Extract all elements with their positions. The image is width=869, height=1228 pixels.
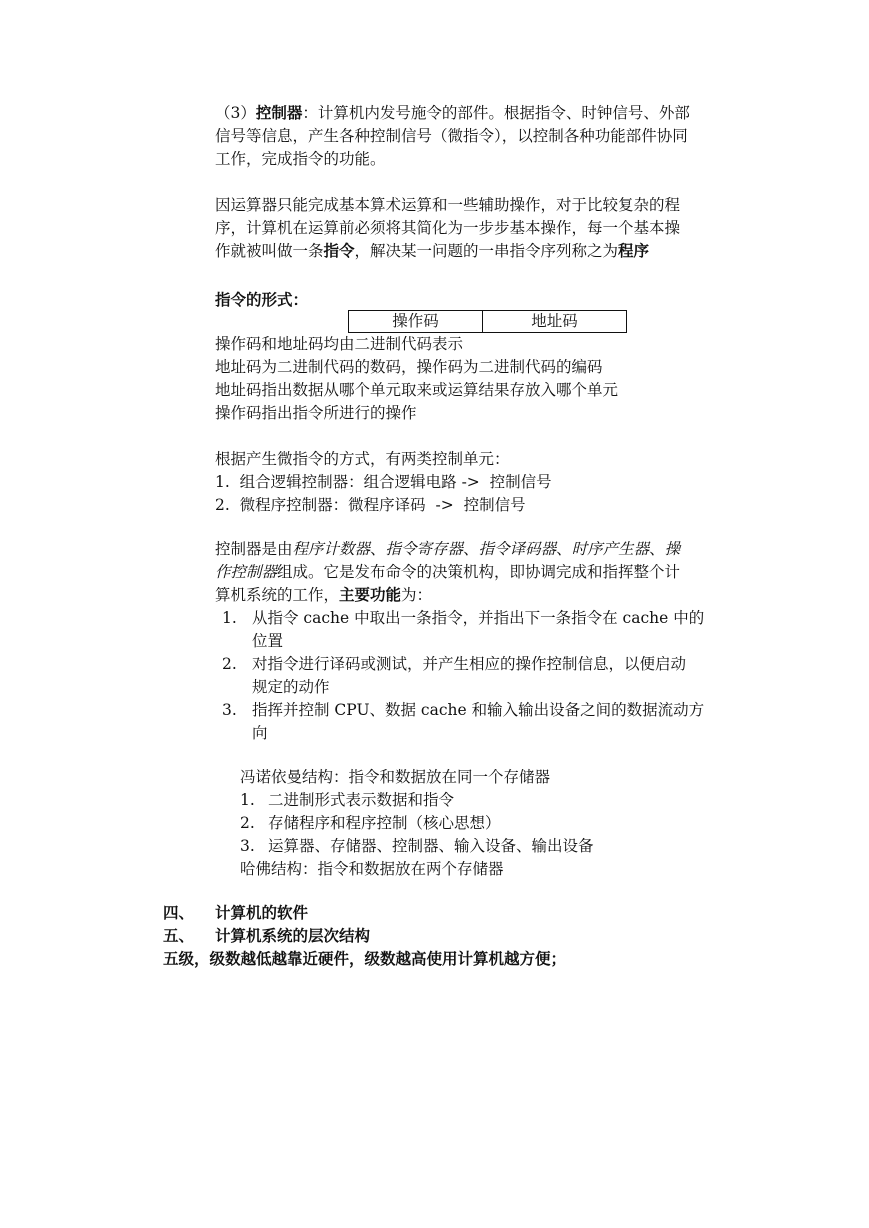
von-neumann-block bbox=[240, 766, 740, 881]
control-unit-type-2: 2. 微程序控制器：微程序译码 -> 控制信号 bbox=[215, 496, 526, 514]
list-item bbox=[240, 789, 740, 812]
code-line-3: 地址码指出数据从哪个单元取来或运算结果存放入哪个单元 bbox=[215, 381, 619, 399]
component-timing-generator: 时序产生器 bbox=[571, 540, 650, 558]
section-title: 计算机系统的层次结构 bbox=[215, 927, 371, 945]
instruction-line-2: 序，计算机在运算前必须将其简化为一步步基本操作，每一个基本操 bbox=[215, 219, 681, 237]
list-number: 2. bbox=[222, 655, 237, 673]
controller-line-2: 信号等信息，产生各种控制信号（微指令），以控制各种功能部件协同 bbox=[215, 127, 688, 145]
list-number: 1. bbox=[240, 791, 255, 809]
program-term: 程序 bbox=[618, 242, 650, 260]
separator: 、 bbox=[463, 540, 479, 558]
code-line-4: 操作码指出指令所进行的操作 bbox=[215, 404, 417, 422]
opcode-cell: 操作码 bbox=[349, 311, 483, 333]
controller-line-3: 工作，完成指令的功能。 bbox=[215, 150, 386, 168]
separator: 、 bbox=[649, 540, 665, 558]
list-item-line: 对指令进行译码或测试，并产生相应的操作控制信息，以便启动 bbox=[252, 655, 687, 673]
composition-line3-end: 为： bbox=[401, 586, 433, 604]
list-item bbox=[222, 607, 742, 653]
section-number: 五、 bbox=[163, 927, 195, 945]
controller-term: 控制器 bbox=[255, 104, 303, 122]
control-unit-type-1: 1. 组合逻辑控制器：组合逻辑电路 -> 控制信号 bbox=[215, 473, 552, 491]
control-unit-intro: 根据产生微指令的方式，有两类控制单元： bbox=[215, 450, 510, 468]
address-code-cell: 地址码 bbox=[483, 311, 627, 333]
instruction-format-heading-block bbox=[215, 289, 740, 312]
list-item-text: 存储程序和程序控制（核心思想） bbox=[268, 814, 501, 832]
list-item-text: 运算器、存储器、控制器、输入设备、输出设备 bbox=[268, 837, 594, 855]
hierarchy-summary: 五级，级数越低越靠近硬件，级数越高使用计算机越方便； bbox=[163, 950, 567, 968]
list-item bbox=[240, 835, 740, 858]
code-description-block bbox=[215, 333, 740, 425]
list-item-line: 向 bbox=[252, 724, 268, 742]
component-operation-controller-part1: 操 bbox=[664, 540, 681, 558]
section-number: 四、 bbox=[163, 904, 195, 922]
list-number: 2. bbox=[240, 814, 255, 832]
instruction-line-3-mid: ，解决某一问题的一串指令序列称之为 bbox=[354, 242, 619, 260]
list-item-line: 位置 bbox=[252, 632, 284, 650]
code-line-1: 操作码和地址码均由二进制代码表示 bbox=[215, 335, 464, 353]
item-prefix: （3） bbox=[215, 104, 256, 122]
section-heading-software bbox=[163, 902, 308, 925]
controller-paragraph bbox=[215, 102, 740, 171]
harvard-structure: 哈佛结构：指令和数据放在两个存储器 bbox=[240, 860, 504, 878]
list-item-line: 指挥并控制 CPU、数据 cache 和输入输出设备之间的数据流动方 bbox=[252, 701, 705, 719]
list-item-line: 规定的动作 bbox=[252, 678, 330, 696]
instruction-line-1: 因运算器只能完成基本算术运算和一些辅助操作，对于比较复杂的程 bbox=[215, 196, 681, 214]
list-item-text: 二进制形式表示数据和指令 bbox=[268, 791, 455, 809]
component-instruction-decoder: 指令译码器 bbox=[478, 540, 557, 558]
list-item bbox=[240, 812, 740, 835]
table-row bbox=[349, 311, 627, 333]
list-number: 3. bbox=[222, 701, 237, 719]
composition-after: 组成。它是发布命令的决策机构，即协调完成和指挥整个计 bbox=[277, 563, 681, 581]
instruction-paragraph bbox=[215, 194, 740, 263]
component-operation-controller-part2: 作控制器 bbox=[215, 563, 278, 581]
controller-composition-block bbox=[215, 538, 740, 607]
composition-line3: 算机系统的工作， bbox=[215, 586, 340, 604]
main-functions-term: 主要功能 bbox=[339, 586, 402, 604]
main-functions-list bbox=[222, 607, 742, 745]
instruction-line-3: 作就被叫做一条 bbox=[215, 242, 324, 260]
composition-start: 控制器是由 bbox=[215, 540, 293, 558]
component-program-counter: 程序计数器 bbox=[292, 540, 371, 558]
instruction-format-table bbox=[348, 310, 627, 333]
code-line-2: 地址码为二进制代码的数码，操作码为二进制代码的编码 bbox=[215, 358, 603, 376]
separator: 、 bbox=[370, 540, 386, 558]
component-instruction-register: 指令寄存器 bbox=[385, 540, 464, 558]
list-number: 3. bbox=[240, 837, 255, 855]
list-item bbox=[222, 699, 742, 745]
instruction-format-heading: 指令的形式： bbox=[215, 291, 309, 309]
instruction-term: 指令 bbox=[323, 242, 355, 260]
list-item-line: 从指令 cache 中取出一条指令，并指出下一条指令在 cache 中的 bbox=[252, 609, 705, 627]
section-title: 计算机的软件 bbox=[215, 904, 309, 922]
control-unit-types-block bbox=[215, 448, 740, 517]
von-neumann-title: 冯诺依曼结构：指令和数据放在同一个存储器 bbox=[240, 768, 551, 786]
section-heading-hierarchy bbox=[163, 925, 370, 948]
list-number: 1. bbox=[222, 609, 237, 627]
list-item bbox=[222, 653, 742, 699]
controller-line-1: ：计算机内发号施令的部件。根据指令、时钟信号、外部 bbox=[302, 104, 690, 122]
separator: 、 bbox=[556, 540, 572, 558]
